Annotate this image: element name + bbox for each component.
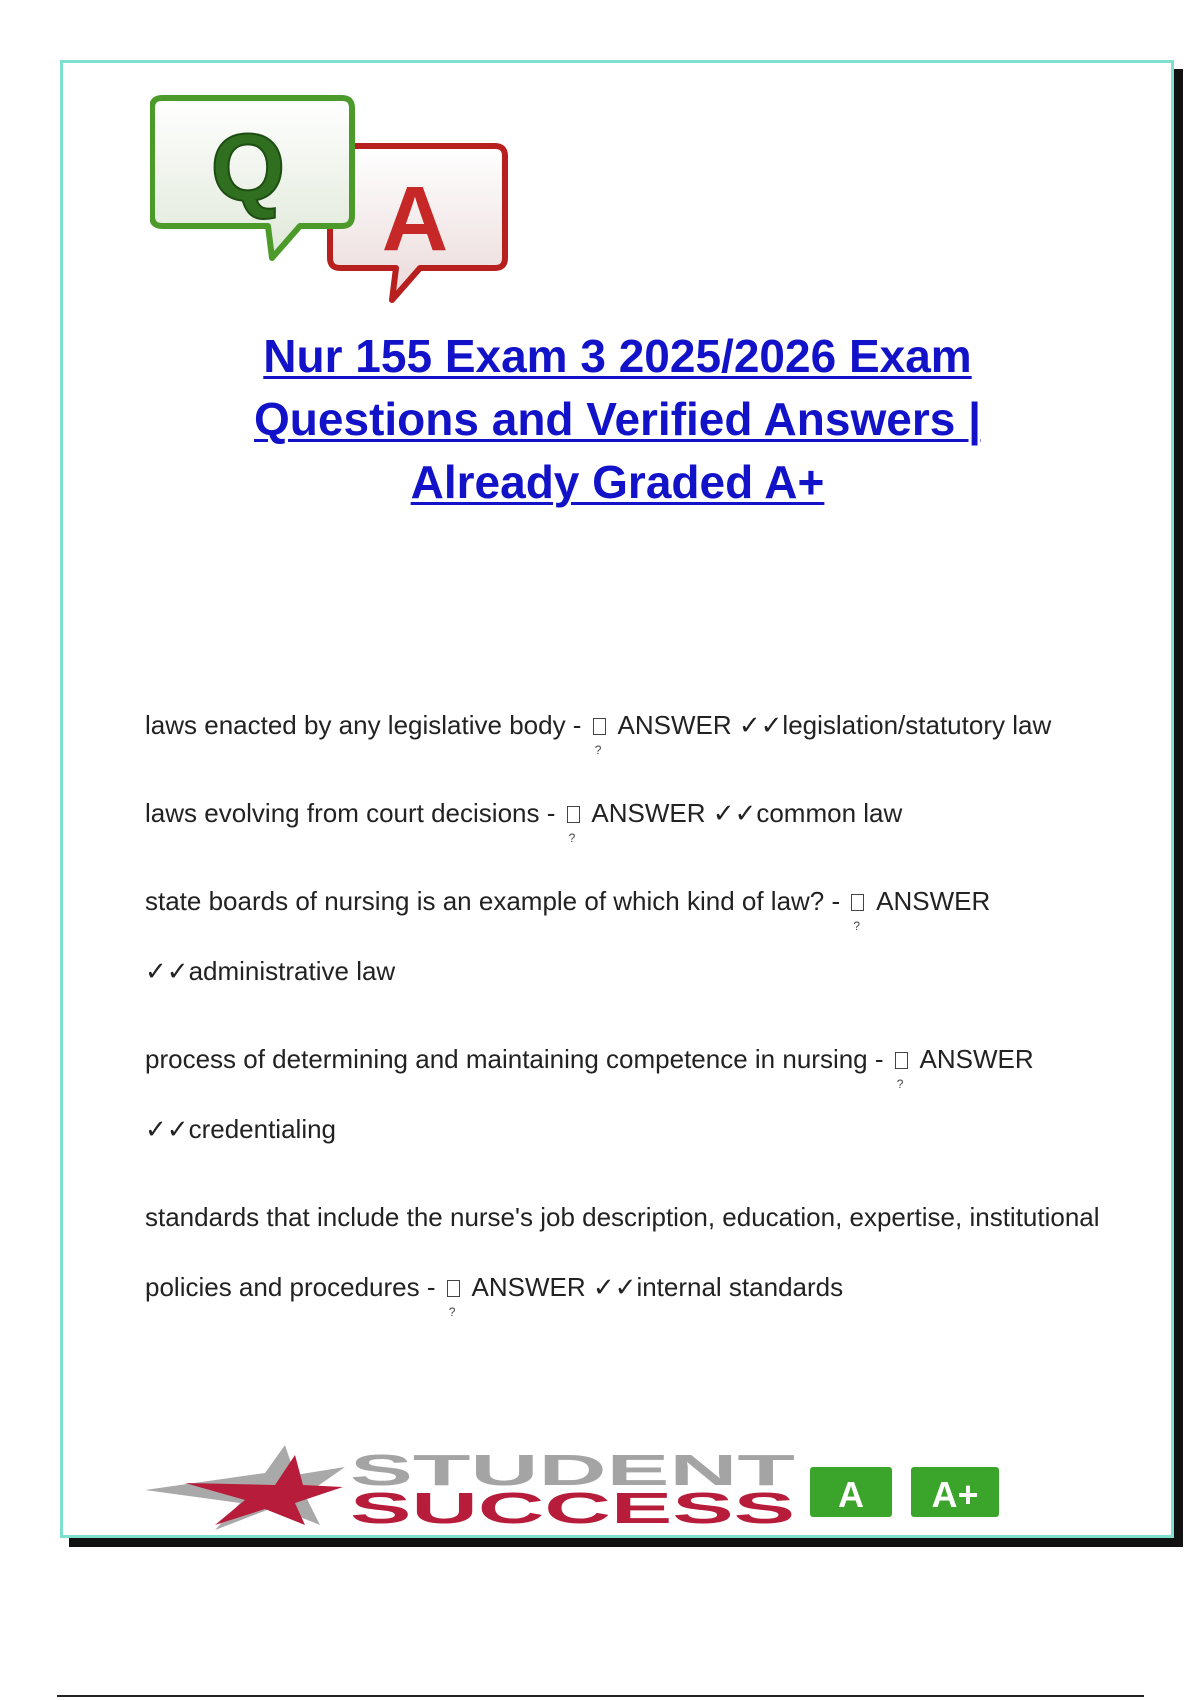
answer-text: administrative law [188,956,396,986]
double-check-icon: ✓✓ [145,1114,189,1144]
answer-label: ANSWER [870,886,991,916]
a-speech-bubble-icon [330,146,505,300]
missing-glyph-icon [851,894,864,911]
logo-line-success: SUCCESS [350,1484,795,1530]
title-line-2: Questions and Verified Answers | [254,393,981,445]
missing-glyph-icon [567,806,580,823]
qa-logo-image [150,88,550,328]
qa-list [145,690,1105,1340]
question-text: state boards of nursing is an example of which kind of law? - [145,886,848,916]
double-check-icon: ✓✓ [145,956,189,986]
answer-text: credentialing [188,1114,337,1144]
answer-text: legislation/statutory law [782,710,1052,740]
question-text: process of determining and maintaining competence in nursing - [145,1044,891,1074]
answer-label: ANSWER [585,798,713,828]
grade-a-badge [810,1467,892,1517]
qa-item [145,690,1105,760]
missing-glyph-icon [895,1052,908,1069]
double-check-icon: ✓✓ [738,710,783,740]
missing-glyph-icon [447,1280,460,1297]
answer-label: ANSWER [611,710,739,740]
qa-item [145,1182,1105,1322]
answer-label: ANSWER [913,1044,1034,1074]
svg-text:A+: A+ [931,1474,979,1515]
q-letter: Q [210,114,286,221]
title-line-3: Already Graded A+ [410,456,825,508]
logo-line-student: STUDENT [350,1446,796,1495]
qa-item [145,866,1105,1006]
double-check-icon: ✓✓ [712,798,757,828]
student-success-logo [145,1445,1075,1530]
q-speech-bubble-icon [152,98,352,258]
answer-text: internal standards [636,1272,844,1302]
qa-item [145,778,1105,848]
a-letter: A [381,168,449,270]
question-text: standards that include the nurse's job description, education, expertise, institutional policies and procedures - [145,1202,1100,1302]
document-title-link[interactable] [150,325,1085,514]
double-check-icon: ✓✓ [592,1272,637,1302]
missing-glyph-icon [593,718,606,735]
question-text: laws enacted by any legislative body - [145,710,589,740]
question-text: laws evolving from court decisions - [145,798,563,828]
grade-a-plus-badge [911,1467,999,1517]
page-bottom-divider [57,1695,1144,1697]
star-swoosh-icon [145,1445,345,1530]
answer-text: common law [756,798,903,828]
qa-item [145,1024,1105,1164]
title-line-1: Nur 155 Exam 3 2025/2026 Exam [263,330,972,382]
svg-text:A: A [838,1474,864,1515]
answer-label: ANSWER [465,1272,593,1302]
